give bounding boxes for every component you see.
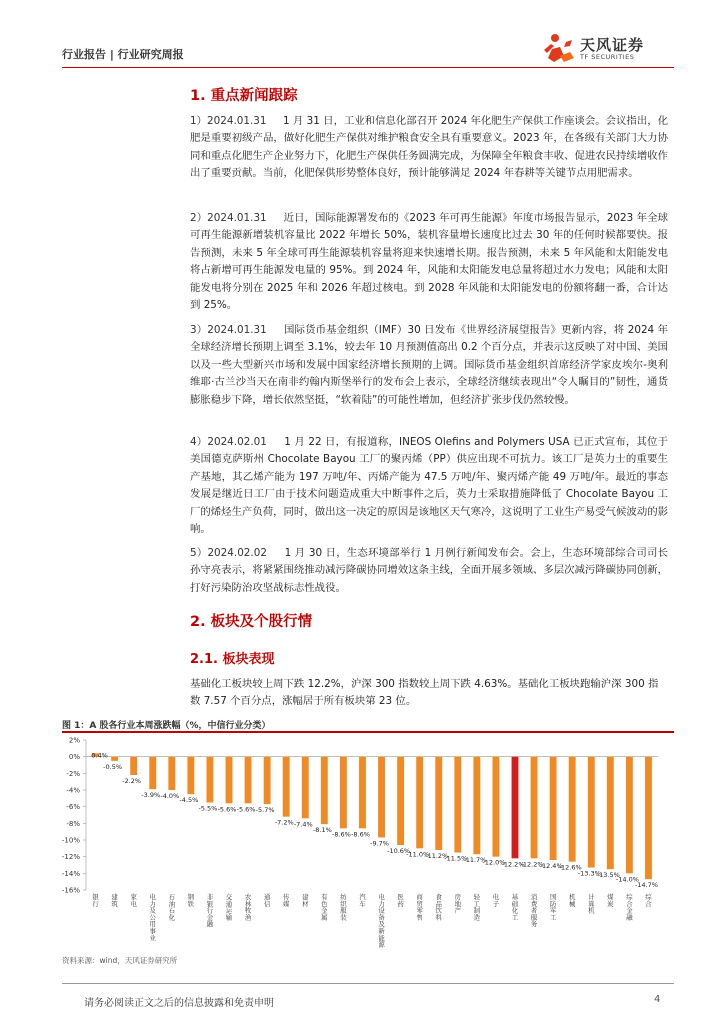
category-label-char: 饮: [435, 906, 442, 915]
section-title-market: 2. 板块及个股行情: [190, 614, 313, 630]
category-label-char: 公: [149, 913, 156, 922]
bar: [264, 757, 271, 805]
bar: [359, 757, 366, 829]
header-divider: [62, 67, 674, 68]
y-tick-label: -2%: [66, 769, 80, 778]
category-label-char: 汽: [359, 893, 366, 901]
data-label: -14.7%: [634, 881, 658, 890]
category-label-char: 建: [302, 893, 309, 901]
news-item: [190, 434, 668, 538]
category-label-char: 有: [321, 893, 328, 901]
category-label-char: 属: [321, 913, 328, 922]
disclaimer-text: 请务必阅读正文之后的信息披露和免责申明: [84, 998, 274, 1009]
y-tick-label: 2%: [68, 736, 80, 745]
category-label-char: 传: [283, 893, 290, 901]
bar: [416, 757, 423, 849]
data-label: -12.0%: [482, 858, 506, 867]
category-label-char: 铁: [187, 899, 195, 908]
data-label: -8.1%: [312, 826, 332, 835]
category-label-char: 车: [359, 899, 366, 908]
data-label: -13.5%: [596, 871, 620, 880]
y-tick-label: -8%: [66, 819, 80, 828]
sector-summary: 基础化工板块较上周下跌 12.2%，沪深 300 指数较上周下跌 4.63%。基础化工板块跑输沪深 300 指数 7.57 个百分点，涨幅居于所有板块第 23 位。: [190, 678, 659, 708]
category-label-char: 银: [206, 899, 214, 908]
category-label-char: 林: [244, 899, 252, 908]
data-label: 0.4%: [91, 751, 108, 760]
category-label-char: 制: [473, 906, 481, 915]
category-label-char: 防: [549, 899, 557, 908]
category-label-char: 钢: [187, 893, 195, 901]
data-label: -9.7%: [370, 839, 389, 848]
category-label-char: 合: [626, 899, 633, 908]
data-label: -5.5%: [198, 804, 218, 813]
category-label-char: 服: [530, 913, 538, 922]
category-label-char: 工: [511, 913, 519, 922]
category-label-char: 石: [168, 893, 175, 901]
data-label: -7.4%: [293, 820, 313, 829]
page-header: [62, 38, 674, 66]
category-label-char: 化: [511, 906, 519, 915]
data-label: -2.2%: [122, 777, 142, 785]
news-date: 3）2024.01.31: [190, 324, 267, 336]
category-label-char: 炭: [607, 899, 614, 908]
bar: [340, 757, 347, 829]
category-label-char: 础: [511, 899, 519, 908]
category-label-char: 及: [149, 906, 156, 915]
category-label-char: 信: [263, 899, 271, 908]
category-label-char: 工: [473, 899, 481, 908]
bar: [493, 757, 500, 857]
news-date: 2）2024.01.31: [190, 212, 267, 224]
category-label-char: 力: [149, 899, 156, 908]
bar: [283, 757, 290, 817]
news-item: [190, 322, 668, 409]
data-label: -11.5%: [444, 854, 468, 863]
category-label-char: 融: [626, 913, 633, 922]
data-label: -4.0%: [160, 792, 180, 800]
bar: [626, 757, 633, 874]
category-label-char: 商: [416, 893, 423, 901]
data-label: -12.2%: [501, 860, 525, 869]
category-label-char: 务: [530, 920, 538, 929]
category-label-char: 药: [397, 899, 404, 908]
category-label-char: 金: [321, 906, 328, 915]
news-item: [190, 113, 668, 183]
bar-chart-svg: [62, 734, 674, 949]
category-label-char: 筑: [111, 899, 118, 908]
bar: [302, 757, 309, 819]
y-tick-label: -6%: [66, 803, 80, 812]
news-text: 近日，国际能源署发布的《2023 年可再生能源》年度市场报告显示，2023 年全球可再生能源新增装机容量比 2022 年增长 50%，装机容量增长速度比过去 30 年的任何时候都要快。报告预测，未来 5 年全球可再生能源装机容量将迎来快速增长期。报告预测，未来 5 年风能和太阳能发电将占新增可再生能源发电量的 95%。到 2024 年，风能和太阳能发电总量将超过水力发电；风能和太阳能发电将分别在 2025 年和 2026 年超过核电。到 2028 年风能和太阳能发电的份额将翻一番，合计达到 25%。: [190, 212, 668, 312]
figure-title-divider: [62, 731, 674, 733]
news-text: 国际货币基金组织（IMF）30 日发布《世界经济展望报告》更新内容，将 2024 年全球经济增长预期上调至 3.1%，较去年 10 月预测值高出 0.2 个百分点，并表示这反映了对中国、美国以及一些大型新兴市场和发展中国家经济增长预期的上调。国际货币基金组织首席经济学家皮埃尔-奥利维耶·古兰沙当天在南非约翰内斯堡举行的发布会上表示，全球经济继续表现出“令人瞩目的”韧性，通货膨胀稳步下降，增长依然坚挺，“软着陆”的可能性增加，但经济扩张步伐仍然较慢。: [190, 324, 669, 406]
bar: [149, 757, 156, 790]
bar: [378, 757, 385, 838]
category-label-char: 油: [168, 899, 175, 908]
category-label-char: 牧: [244, 906, 252, 915]
bar: [645, 757, 652, 880]
category-label-char: 材: [302, 899, 309, 908]
news-text: 1 月 31 日，工业和信息化部召开 2024 年化肥生产保供工作座谈会。会议指出，化肥是重要初级产品，做好化肥生产保供对维护粮食安全具有重要意义。2023 年，在各级有关部门大力协同和重点化肥生产企业努力下，化肥生产保供任务圆满完成，为保障全年粮食丰收、促进农民持续增收作出了重要贡献。当前，化肥保供形势整体良好，预计能够满足 2024 年春耕等关键节点用肥需求。: [190, 115, 668, 180]
category-label-char: 费: [530, 899, 538, 908]
category-label-char: 消: [530, 893, 538, 901]
category-label-char: 银: [92, 893, 99, 901]
category-label-char: 品: [435, 899, 442, 908]
data-label: -11.0%: [406, 850, 430, 859]
category-label-char: 基: [511, 893, 519, 901]
bar: [207, 757, 214, 803]
category-label-char: 零: [416, 906, 423, 915]
report-type-label: 行业报告 | 行业研究周报: [62, 48, 184, 61]
category-label-char: 事: [149, 927, 156, 935]
category-label-char: 用: [149, 920, 156, 929]
category-label-char: 国: [549, 893, 557, 901]
category-label-char: 售: [416, 913, 423, 922]
category-label-char: 贸: [416, 899, 423, 908]
category-label-char: 计: [588, 893, 595, 901]
data-label: -12.6%: [558, 863, 582, 872]
category-label-char: 业: [149, 933, 156, 942]
data-label: -10.6%: [387, 847, 411, 855]
data-label: -4.5%: [179, 796, 199, 805]
category-label-char: 及: [378, 920, 385, 929]
category-label-char: 非: [206, 893, 214, 901]
bar: [454, 757, 461, 853]
y-tick-label: -4%: [66, 786, 80, 795]
category-label-char: 服: [340, 906, 347, 915]
category-label-char: 新: [378, 927, 385, 935]
category-label-char: 交: [225, 893, 233, 901]
bar: [397, 757, 404, 845]
category-label-char: 者: [530, 906, 538, 915]
footer-divider: [62, 983, 674, 984]
figure-title: 图 1：A 股各行业本周涨跌幅（%，中信行业分类）: [62, 721, 271, 731]
data-label: -8.6%: [331, 830, 351, 839]
category-label-char: 机: [588, 906, 595, 915]
logo-icon: [540, 32, 578, 66]
category-label-char: 工: [549, 913, 557, 922]
category-label-char: 化: [168, 913, 175, 922]
category-label-char: 运: [225, 906, 233, 915]
category-label-char: 色: [321, 899, 328, 908]
category-label-char: 电: [149, 893, 156, 901]
category-label-char: 煤: [607, 893, 614, 901]
category-label-char: 行: [206, 906, 214, 915]
category-label-char: 子: [492, 899, 500, 908]
y-tick-label: -16%: [62, 886, 80, 895]
category-label-char: 媒: [283, 899, 290, 908]
page-number: 4: [654, 994, 661, 1005]
category-label-char: 电: [378, 893, 385, 901]
category-label-char: 石: [168, 906, 175, 915]
category-label-char: 金: [626, 906, 633, 915]
data-label: -11.7%: [463, 856, 487, 865]
category-label-char: 渔: [244, 913, 252, 922]
category-label-char: 金: [206, 913, 214, 922]
bar: [226, 757, 233, 804]
data-label: -14.0%: [615, 875, 639, 884]
subsection-title-sector: 2.1. 板块表现: [190, 652, 275, 667]
figure-source: 资料来源：wind，天风证券研究所: [62, 956, 178, 965]
news-item: [190, 545, 668, 597]
news-date: 5）2024.02.02: [190, 547, 267, 559]
news-date: 4）2024.02.01: [190, 436, 267, 448]
category-label-char: 机: [569, 893, 576, 901]
category-label-char: 织: [340, 899, 347, 908]
news-item: [190, 210, 668, 314]
bar: [607, 757, 614, 870]
bar: [531, 757, 538, 859]
category-label-char: 医: [397, 893, 404, 901]
category-label-char: 备: [378, 913, 385, 922]
category-label-char: 通: [263, 893, 271, 901]
category-label-char: 军: [549, 906, 557, 915]
bar: [473, 757, 480, 855]
category-label-char: 力: [378, 899, 385, 908]
logo-name-en: TF SECURITIES: [580, 53, 635, 61]
bar: [550, 757, 557, 860]
bar: [130, 757, 137, 775]
data-label: -5.7%: [255, 806, 275, 815]
category-label-char: 电: [130, 899, 137, 908]
category-label-char: 算: [588, 899, 595, 908]
data-label: -5.6%: [217, 805, 237, 814]
data-label: -11.2%: [425, 852, 449, 860]
category-label-char: 农: [244, 893, 252, 901]
data-label: -7.2%: [274, 818, 294, 827]
logo-name-cn: 天风证券: [580, 36, 645, 54]
category-label-char: 电: [492, 893, 500, 901]
category-label-char: 综: [626, 893, 633, 901]
category-label-char: 产: [454, 906, 461, 915]
data-label: -5.6%: [236, 805, 256, 814]
data-label: -12.4%: [539, 862, 563, 870]
category-label-char: 能: [378, 933, 385, 942]
data-label: -13.3%: [577, 869, 601, 878]
category-label-char: 家: [130, 893, 137, 901]
bar: [168, 757, 175, 790]
data-label: -3.9%: [141, 791, 161, 800]
y-tick-label: -14%: [62, 869, 80, 878]
category-label-char: 料: [435, 913, 442, 922]
category-label-char: 行: [92, 899, 99, 908]
bar: [569, 757, 576, 862]
y-tick-label: -10%: [62, 836, 80, 845]
bar: [512, 757, 519, 859]
bar: [187, 757, 194, 795]
category-label-char: 食: [435, 893, 442, 901]
category-label-char: 设: [378, 906, 385, 915]
bar: [435, 757, 442, 850]
category-label-char: 合: [645, 899, 652, 908]
y-tick-label: -12%: [62, 853, 80, 862]
data-label: -8.6%: [351, 830, 370, 839]
category-label-char: 通: [225, 899, 233, 908]
category-label-char: 源: [378, 940, 385, 949]
category-label-char: 械: [569, 899, 576, 908]
company-logo: [540, 32, 680, 66]
category-label-char: 地: [454, 899, 461, 908]
bar: [245, 757, 252, 804]
category-label-char: 轻: [473, 893, 481, 901]
section-title-news: 1. 重点新闻跟踪: [190, 88, 298, 104]
category-label-char: 融: [206, 920, 214, 929]
y-tick-label: 0%: [68, 753, 80, 762]
bar: [588, 757, 595, 868]
news-text: 1 月 22 日，有报道称，INEOS Olefins and Polymers USA 已正式宣布，其位于美国德克萨斯州 Chocolate Bayou 工厂的聚丙烯（PP）供应出现不可抗力。该工厂是英力士的重要生产基地，其乙烯产能为 197 万吨/年、丙烯产能为 47.5 万吨/年、聚丙烯产能 49 万吨/年。最近的事态发展是继近日工厂由于技术问题造成重大中断事件之后，英力士采取措施降低了 Chocolate Bayou 工厂的烯烃生产负荷，同时，做出这一决定的原因是该地区天气寒冷，这说明了工业生产易受气候波动的影响。: [190, 436, 668, 536]
category-label-char: 房: [454, 893, 461, 901]
category-label-char: 综: [645, 893, 652, 901]
data-label: -12.2%: [520, 860, 544, 869]
category-label-char: 输: [225, 913, 233, 922]
category-label-char: 建: [111, 893, 118, 901]
industry-return-chart: [62, 734, 674, 949]
bar: [321, 757, 328, 825]
data-label: -0.5%: [103, 762, 123, 771]
news-date: 1）2024.01.31: [190, 115, 267, 127]
news-text: 1 月 30 日，生态环境部举行 1 月例行新闻发布会。会上，生态环境部综合司司长孙守亮表示，将紧紧围绕推动减污降碳协同增效这条主线，全面开展多领域、多层次减污降碳协同创新，打好污染防治攻坚战标志性战役。: [190, 547, 668, 594]
category-label-char: 纺: [340, 893, 347, 901]
category-label-char: 装: [340, 913, 347, 922]
bar: [111, 757, 118, 761]
category-label-char: 造: [473, 913, 481, 922]
